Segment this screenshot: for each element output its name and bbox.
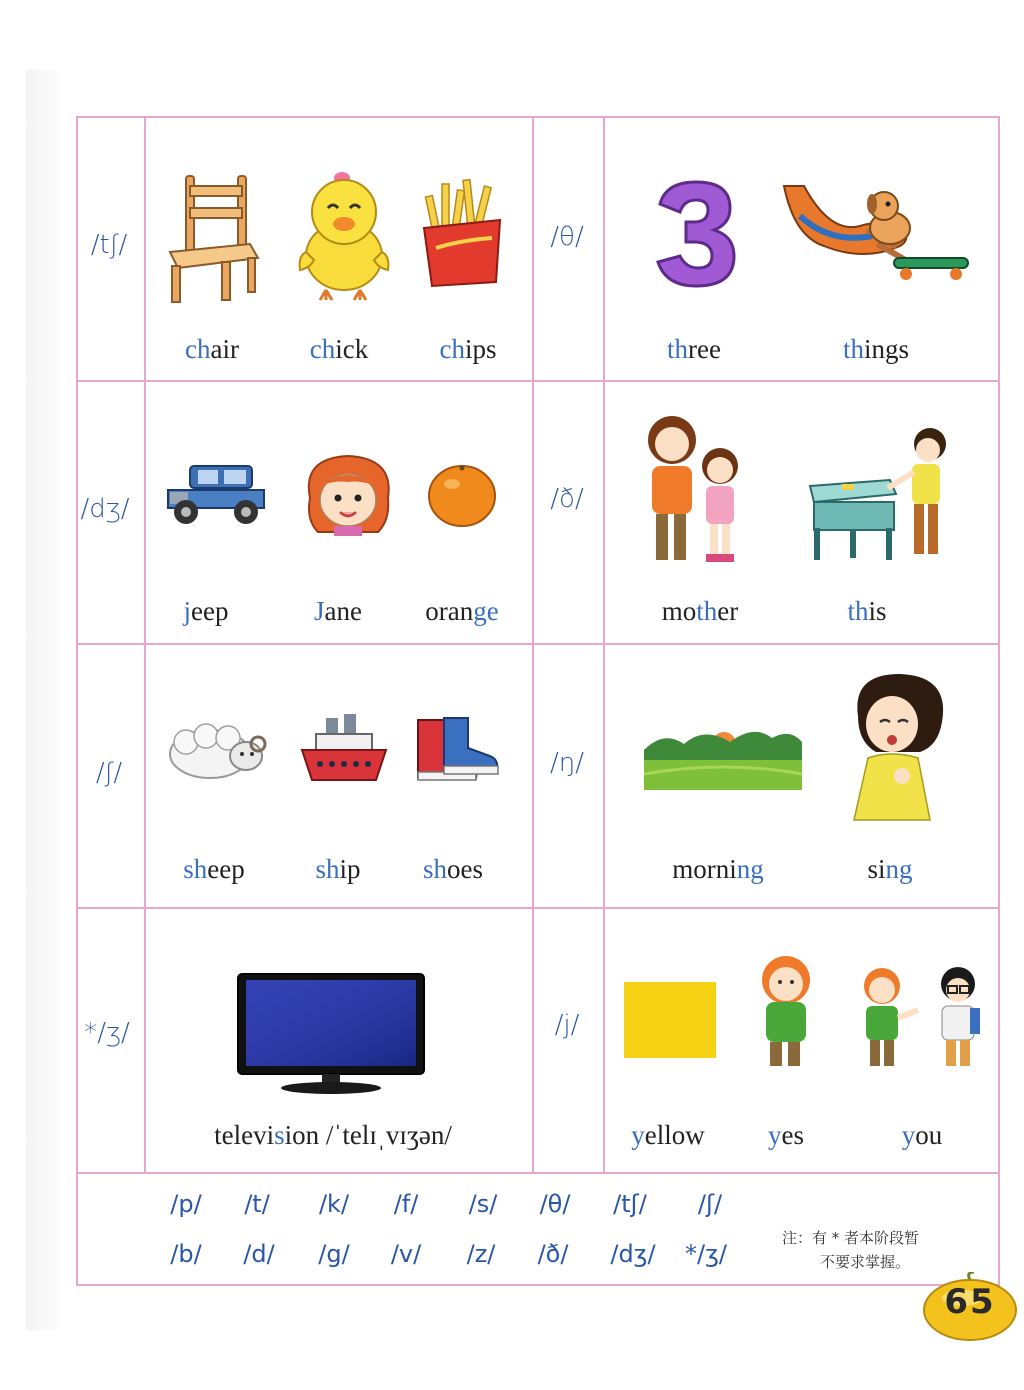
shoes-picture — [414, 714, 500, 784]
highlighted-letters: th — [696, 596, 718, 626]
word-label — [214, 1120, 452, 1151]
phonetic-symbol: /ʃ/ — [95, 758, 123, 788]
word-label — [185, 334, 239, 365]
ship-picture — [298, 710, 390, 786]
word-part: ree — [688, 334, 721, 364]
word-part: er — [717, 596, 739, 626]
word-label — [425, 596, 498, 627]
girl-jane-picture — [300, 452, 396, 536]
chips-picture — [416, 176, 506, 288]
word-label — [768, 1120, 804, 1151]
footnote-line: 不要求掌握。 — [820, 1253, 911, 1271]
word-part: televi — [214, 1120, 275, 1150]
highlighted-letters: y — [901, 1120, 916, 1150]
highlighted-letters: th — [847, 596, 869, 626]
word-label — [902, 1120, 943, 1151]
bottom-symbol: /g/ — [318, 1240, 350, 1268]
word-part: oes — [447, 854, 484, 884]
bottom-symbol: /θ/ — [539, 1190, 571, 1218]
phonetic-symbol: /θ/ — [550, 222, 584, 252]
jeep-picture — [162, 462, 272, 528]
word-part: es — [781, 1120, 804, 1150]
word-part: morni — [672, 854, 737, 884]
grid-line — [78, 380, 998, 382]
word-label — [662, 596, 739, 627]
footnote-line: 注：有 * 者本阶段暂 — [782, 1229, 920, 1247]
word-part: ou — [915, 1120, 943, 1150]
highlighted-letters: ng — [736, 854, 764, 884]
yellow-card-picture — [624, 982, 716, 1058]
phonetic-symbol: /ŋ/ — [550, 748, 584, 778]
word-label — [847, 596, 886, 627]
word-label — [867, 854, 912, 885]
toys-picture — [780, 176, 972, 288]
bottom-symbol: /k/ — [318, 1190, 350, 1218]
word-part: eep — [191, 596, 229, 626]
morning-landscape-picture — [644, 724, 802, 790]
word-label — [440, 334, 497, 365]
bottom-symbol: /d/ — [243, 1240, 275, 1268]
television-picture — [236, 972, 426, 1096]
chick-picture — [296, 170, 392, 302]
word-label — [310, 334, 368, 365]
grid-line — [603, 118, 605, 1172]
grid-line — [78, 643, 998, 645]
word-part: ip — [339, 854, 361, 884]
phonetic-symbol: */ʒ/ — [84, 1018, 130, 1048]
word-label — [423, 854, 483, 885]
bottom-symbol: /ð/ — [537, 1240, 569, 1268]
phonetic-symbol: /tʃ/ — [90, 230, 128, 260]
word-part: ings — [864, 334, 910, 364]
boy-saying-yes-picture — [750, 952, 822, 1068]
grid-line — [144, 118, 146, 1172]
chair-picture — [166, 172, 262, 304]
page-number: 65 — [944, 1282, 996, 1322]
highlighted-letters: ge — [473, 596, 499, 626]
bottom-symbol: /ʃ/ — [697, 1190, 723, 1218]
bottom-symbol: /z/ — [466, 1240, 496, 1268]
two-boys-picture — [858, 966, 986, 1068]
page-edge-shadow — [26, 70, 66, 1330]
word-part: oran — [425, 596, 474, 626]
word-part: ion /ˈtelɪˌvɪʒən/ — [284, 1120, 452, 1150]
phonetic-symbol: /j/ — [554, 1010, 580, 1040]
highlighted-letters: th — [667, 334, 689, 364]
bottom-symbol: /f/ — [393, 1190, 419, 1218]
phonetic-symbol: /dʒ/ — [80, 494, 130, 524]
word-label — [667, 334, 721, 365]
phonetic-symbol: /ð/ — [550, 484, 584, 514]
girl-singing-picture — [846, 672, 950, 822]
word-part: ick — [335, 334, 369, 364]
sheep-picture — [166, 716, 268, 782]
number-three-picture — [646, 176, 742, 288]
word-label — [315, 854, 360, 885]
mother-and-child-picture — [636, 410, 748, 566]
highlighted-letters: y — [768, 1120, 782, 1150]
highlighted-letters: ng — [885, 854, 913, 884]
highlighted-letters: j — [183, 596, 192, 626]
highlighted-letters: sh — [315, 854, 340, 884]
footnote — [782, 1226, 962, 1274]
word-part: eep — [207, 854, 245, 884]
word-label — [183, 854, 244, 885]
orange-picture — [426, 462, 498, 528]
bottom-symbol: /t/ — [244, 1190, 270, 1218]
grid-line — [78, 1172, 998, 1174]
word-part: ips — [464, 334, 497, 364]
bottom-symbol: */ʒ/ — [684, 1240, 728, 1268]
highlighted-letters: s — [274, 1120, 285, 1150]
word-label — [672, 854, 764, 885]
highlighted-letters: ch — [439, 334, 465, 364]
highlighted-letters: ch — [185, 334, 211, 364]
highlighted-letters: sh — [183, 854, 208, 884]
highlighted-letters: J — [314, 596, 325, 626]
bottom-symbol: /s/ — [468, 1190, 498, 1218]
bottom-symbol: /b/ — [170, 1240, 202, 1268]
page-number-badge — [922, 1272, 1018, 1342]
bottom-symbol: /tʃ/ — [613, 1190, 647, 1218]
word-label — [314, 596, 362, 627]
word-part: is — [868, 596, 887, 626]
word-label — [843, 334, 909, 365]
bottom-symbol: /dʒ/ — [610, 1240, 656, 1268]
boy-at-table-picture — [806, 424, 956, 564]
word-label — [184, 596, 229, 627]
highlighted-letters: y — [631, 1120, 645, 1150]
word-part: ellow — [644, 1120, 705, 1150]
highlighted-letters: th — [842, 334, 864, 364]
word-label — [631, 1120, 705, 1151]
word-part: mo — [661, 596, 697, 626]
highlighted-letters: sh — [422, 854, 448, 884]
grid-line — [78, 907, 998, 909]
bottom-symbol: /v/ — [390, 1240, 422, 1268]
bottom-symbol: /p/ — [170, 1190, 202, 1218]
word-part: si — [867, 854, 886, 884]
word-part: air — [210, 334, 239, 364]
highlighted-letters: ch — [309, 334, 336, 364]
word-part: ane — [324, 596, 362, 626]
